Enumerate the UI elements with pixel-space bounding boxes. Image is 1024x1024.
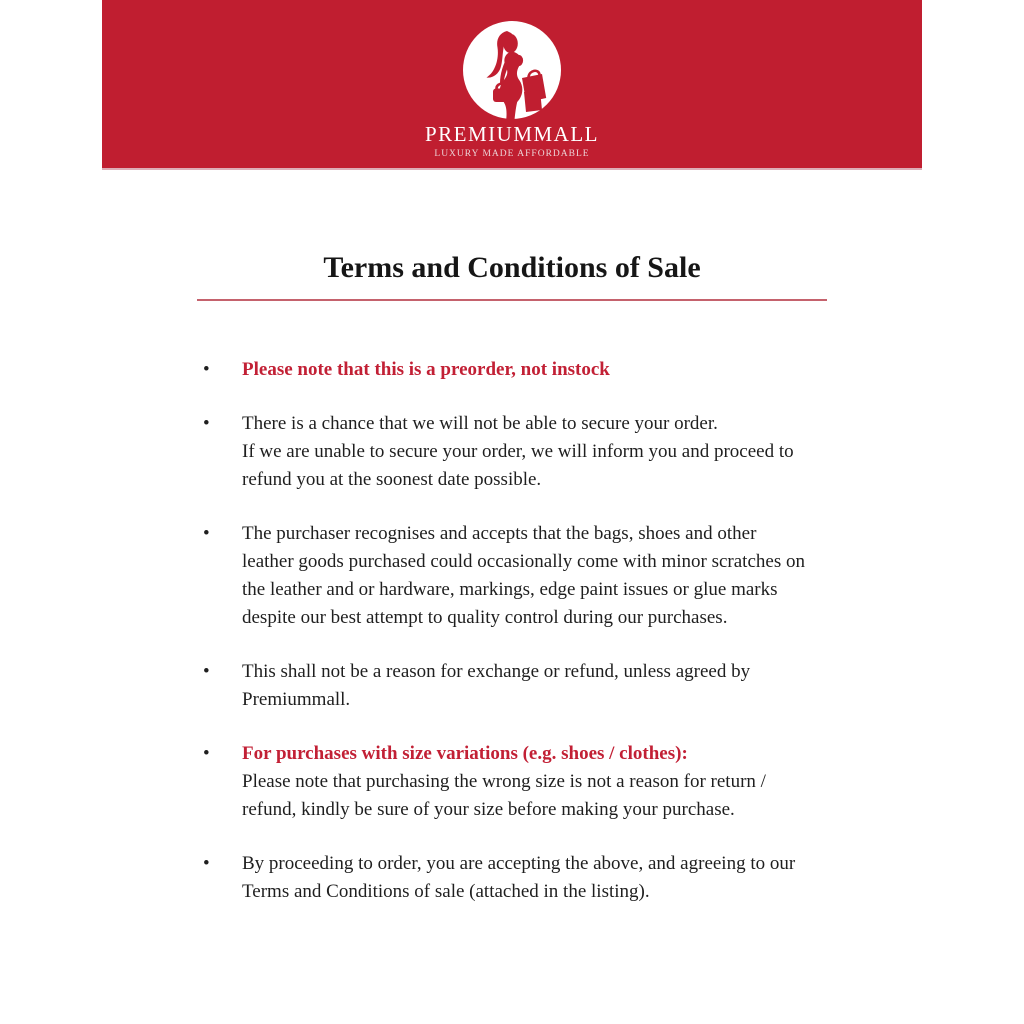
bullet-icon: • [203, 413, 210, 434]
term-line: the leather and or hardware, markings, edge paint issues or glue marks [242, 579, 778, 600]
brand-name: PREMIUMMALL [424, 122, 599, 146]
term-line: leather goods purchased could occasionally come with minor scratches on [242, 551, 805, 572]
bullet-icon: • [203, 359, 210, 380]
title-divider [197, 299, 827, 301]
bullet-icon: • [203, 853, 210, 874]
term-item-product-condition [203, 520, 827, 632]
term-line: refund you at the soonest date possible. [242, 469, 542, 490]
term-line: refund, kindly be sure of your size before making your purchase. [242, 799, 735, 820]
term-item-size-variations [203, 740, 827, 824]
terms-list [197, 356, 827, 906]
term-item-no-exchange [203, 658, 827, 714]
bullet-icon: • [203, 661, 210, 682]
term-item-preorder-notice [203, 356, 827, 384]
term-line: despite our best attempt to quality control during our purchases. [242, 607, 728, 628]
term-line: There is a chance that we will not be able to secure your order. [242, 413, 718, 434]
term-line: Please note that purchasing the wrong size is not a reason for return / [242, 771, 766, 792]
brand-tagline: LUXURY MADE AFFORDABLE [434, 149, 590, 159]
bullet-icon: • [203, 743, 210, 764]
term-line: This shall not be a reason for exchange or refund, unless agreed by [242, 661, 751, 682]
term-line: The purchaser recognises and accepts that the bags, shoes and other [242, 523, 757, 544]
term-item-secure-order [203, 410, 827, 494]
terms-document [197, 250, 827, 906]
page-title: Terms and Conditions of Sale [323, 251, 701, 284]
term-line: Terms and Conditions of sale (attached in the listing). [242, 881, 650, 902]
term-line: If we are unable to secure your order, we will inform you and proceed to [242, 441, 794, 462]
term-line: Premiummall. [242, 689, 351, 710]
bullet-icon: • [203, 523, 210, 544]
term-item-acceptance [203, 850, 827, 906]
term-line: For purchases with size variations (e.g. shoes / clothes): [242, 743, 688, 764]
term-line: Please note that this is a preorder, not instock [242, 359, 610, 380]
woman-with-shopping-bags-icon [462, 20, 562, 120]
term-line: By proceeding to order, you are accepting the above, and agreeing to our [242, 853, 796, 874]
brand-banner [102, 0, 922, 170]
